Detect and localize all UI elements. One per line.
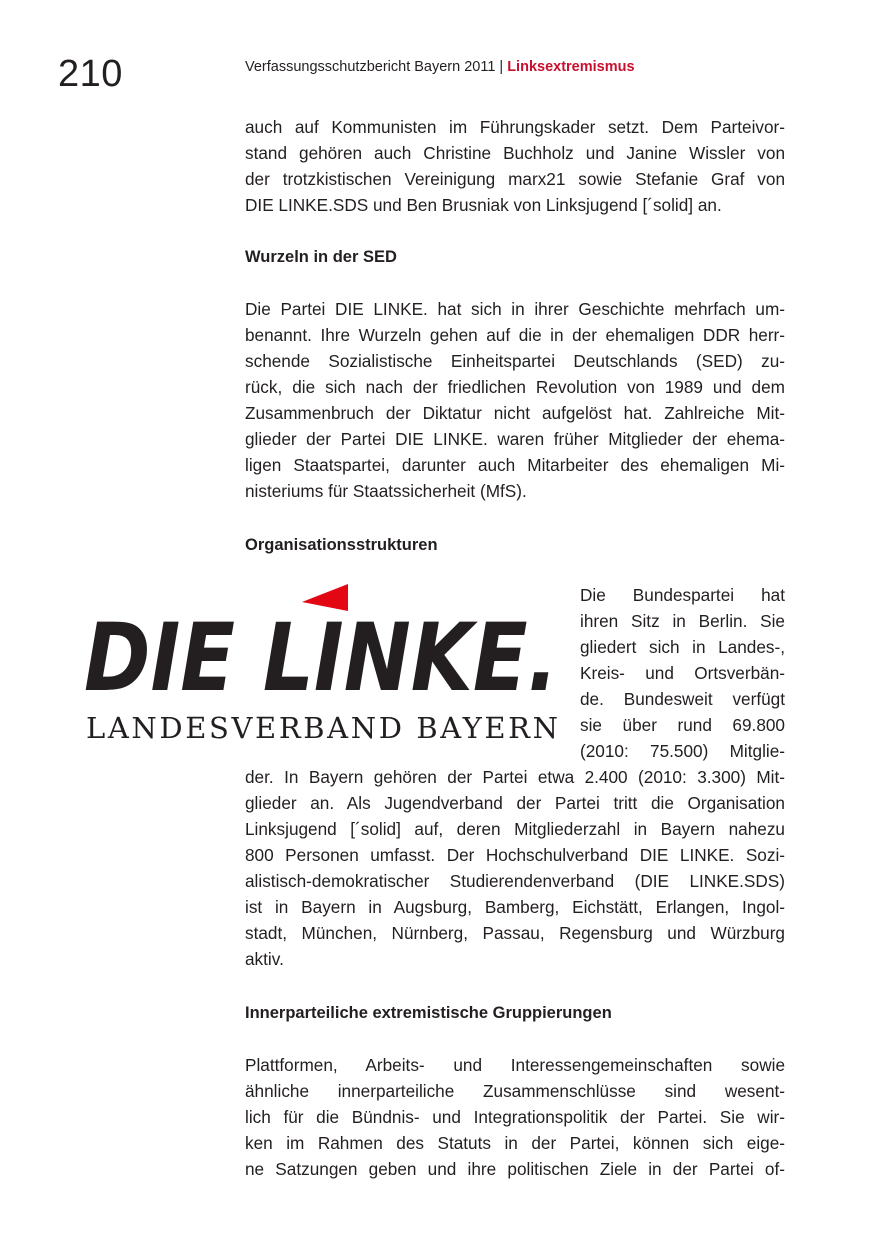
text-line: Plattformen, Arbeits- und Interessengemeinschaften sowie	[245, 1055, 785, 1075]
logo-wordmark: DIE LINKE.	[84, 604, 558, 713]
text-line: ähnliche innerparteiliche Zusammenschlüsse sind wesent-	[245, 1081, 785, 1101]
text-line: der. In Bayern gehören der Partei etwa 2.400 (2010: 3.300) Mit-	[245, 767, 785, 787]
text-line: gliedert sich in Landes-,	[580, 637, 785, 657]
text-line: Die Partei DIE LINKE. hat sich in ihrer Geschichte mehrfach um-	[245, 299, 785, 319]
running-header	[245, 57, 635, 77]
text-line: alistisch-demokratischer Studierendenverband (DIE LINKE.SDS)	[245, 871, 785, 891]
text-line: aktiv.	[245, 949, 284, 969]
text-line: ligen Staatspartei, darunter auch Mitarbeiter des ehemaligen Mi-	[245, 455, 785, 475]
text-line: auch auf Kommunisten im Führungskader setzt. Dem Parteivor-	[245, 117, 785, 137]
header-separator: |	[499, 59, 504, 75]
text-line: Linksjugend [´solid] auf, deren Mitgliederzahl in Bayern nahezu	[245, 819, 785, 839]
text-line: schende Sozialistische Einheitspartei Deutschlands (SED) zu-	[245, 351, 785, 371]
text-line: Zusammenbruch der Diktatur nicht aufgelöst hat. Zahlreiche Mit-	[245, 403, 785, 423]
text-line: ken im Rahmen des Statuts in der Partei, können sich eige-	[245, 1133, 785, 1153]
text-line: de. Bundesweit verfügt	[580, 689, 785, 709]
text-line: ihren Sitz in Berlin. Sie	[580, 611, 785, 631]
text-line: nisteriums für Staatssicherheit (MfS).	[245, 481, 527, 501]
text-line: (2010: 75.500) Mitglie-	[580, 741, 785, 761]
text-line: Kreis- und Ortsverbän-	[580, 663, 785, 683]
publication-title: Verfassungsschutzbericht Bayern 2011	[245, 59, 496, 75]
text-line: glieder an. Als Jugendverband der Partei tritt die Organisation	[245, 793, 785, 813]
text-line: stand gehören auch Christine Buchholz und Janine Wissler von	[245, 143, 785, 163]
section-heading: Wurzeln in der SED	[245, 248, 397, 266]
text-line: stadt, München, Nürnberg, Passau, Regensburg und Würzburg	[245, 923, 785, 943]
text-line: sie über rund 69.800	[580, 715, 785, 735]
text-line: rück, die sich nach der friedlichen Revolution von 1989 und dem	[245, 377, 785, 397]
logo-subtitle: LANDESVERBAND BAYERN	[86, 711, 558, 745]
text-line: der trotzkistischen Vereinigung marx21 sowie Stefanie Graf von	[245, 169, 785, 189]
page-number: 210	[58, 53, 123, 95]
text-line: ne Satzungen geben und ihre politischen Ziele in der Partei of-	[245, 1159, 785, 1179]
text-line: 800 Personen umfasst. Der Hochschulverband DIE LINKE. Sozi-	[245, 845, 785, 865]
text-line: glieder der Partei DIE LINKE. waren früher Mitglieder der ehema-	[245, 429, 785, 449]
section-title: Linksextremismus	[507, 59, 635, 75]
text-line: ist in Bayern in Augsburg, Bamberg, Eichstätt, Erlangen, Ingol-	[245, 897, 785, 917]
die-linke-bayern-logo	[80, 582, 570, 752]
logo-graphic	[80, 582, 570, 752]
text-line: Die Bundespartei hat	[580, 585, 785, 605]
text-line: benannt. Ihre Wurzeln gehen auf die in der ehemaligen DDR herr-	[245, 325, 785, 345]
text-line: lich für die Bündnis- und Integrationspolitik der Partei. Sie wir-	[245, 1107, 785, 1127]
section-heading: Organisationsstrukturen	[245, 536, 438, 554]
text-line: DIE LINKE.SDS und Ben Brusniak von Linksjugend [´solid] an.	[245, 195, 722, 215]
section-heading: Innerparteiliche extremistische Gruppierungen	[245, 1004, 612, 1022]
